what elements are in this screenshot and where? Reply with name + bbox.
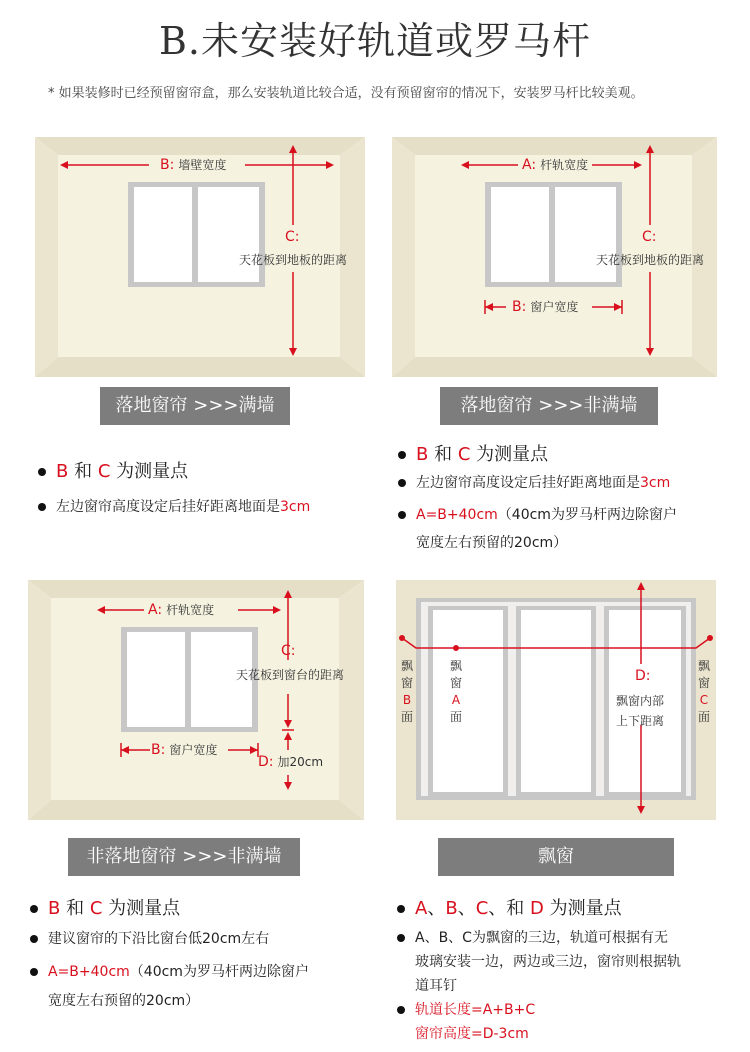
label-c-ceiling-to-sill: 天花板到窗台的距离 <box>236 668 345 682</box>
intro-note: * 如果装修时已经预留窗帘盒，那么安装轨道比较合适，没有预留窗帘的情况下，安装罗马杆比较美观。 <box>48 86 644 101</box>
label-b-window-width: B: 窗户宽度 <box>512 299 579 315</box>
bullet-measure-points-4: A、B、C、和 D 为测量点 <box>397 894 622 920</box>
label-a-rod-width: A: 杆轨宽度 <box>522 157 589 173</box>
bullet-height-1: 左边窗帘高度设定后挂好距离地面是3cm <box>38 496 310 516</box>
label-d-letter: D: <box>635 668 651 684</box>
bullet-formula-2-cont: 宽度左右预留的20cm） <box>416 535 568 551</box>
label-d-line2: 上下距离 <box>616 714 665 728</box>
label-c-letter: C: <box>642 229 657 245</box>
bullet-height-2: 左边窗帘高度设定后挂好距离地面是3cm <box>398 472 670 492</box>
label-c-letter: C: <box>281 643 296 659</box>
bullet-measure-points-3: B 和 C 为测量点 <box>30 894 180 920</box>
bay-window-illustration <box>396 580 716 820</box>
caption-partial-wall-sill: 非落地窗帘 >>>非满墙 <box>68 838 300 876</box>
label-bay-side-c: 飘 窗 C 面 <box>697 659 710 724</box>
label-c-ceiling-to-floor: 天花板到地板的距离 <box>596 253 705 267</box>
bullet-measure-points-2: B 和 C 为测量点 <box>398 440 548 466</box>
diagram-full-wall-floor <box>35 137 365 377</box>
page-title: B.未安装好轨道或罗马杆 <box>158 19 591 63</box>
caption-partial-wall-floor: 落地窗帘 >>>非满墙 <box>440 387 658 425</box>
diagram-partial-wall-sill <box>28 580 364 820</box>
bullet-formula-3-cont: 宽度左右预留的20cm） <box>48 993 200 1009</box>
bullet-bay-description: A、B、C为飘窗的三边，轨道可根据有无 玻璃安装一边，两边或三边，窗帘则根据轨 道耳钉 <box>397 926 727 998</box>
bullet-hem-advice: 建议窗帘的下沿比窗台低20cm左右 <box>30 928 269 948</box>
label-d-plus-20cm: D: 加20cm <box>258 754 324 770</box>
label-c-ceiling-to-floor: 天花板到地板的距离 <box>239 253 348 267</box>
diagram-bay-window <box>396 580 716 820</box>
bullet-bay-formulas: 轨道长度=A+B+C 窗帘高度=D-3cm <box>397 998 727 1046</box>
caption-full-wall-floor: 落地窗帘 >>>满墙 <box>100 387 290 425</box>
label-bay-side-a: 飘 窗 A 面 <box>449 659 462 724</box>
label-bay-side-b: 飘 窗 B 面 <box>400 659 413 724</box>
bullet-formula-3: A=B+40cm（40cm为罗马杆两边除窗户 <box>30 961 309 981</box>
bullet-measure-points-1: B 和 C 为测量点 <box>38 457 188 483</box>
diagram-partial-wall-floor <box>392 137 717 377</box>
label-d-line1: 飘窗内部 <box>616 694 665 708</box>
label-c-letter: C: <box>285 229 300 245</box>
label-b-window-width: B: 窗户宽度 <box>151 742 218 758</box>
label-a-rod-width: A: 杆轨宽度 <box>148 602 215 618</box>
caption-bay-window: 飘窗 <box>438 838 674 876</box>
bullet-formula-2: A=B+40cm（40cm为罗马杆两边除窗户 <box>398 504 677 524</box>
label-b-wall-width: B: 墙壁宽度 <box>160 157 227 173</box>
